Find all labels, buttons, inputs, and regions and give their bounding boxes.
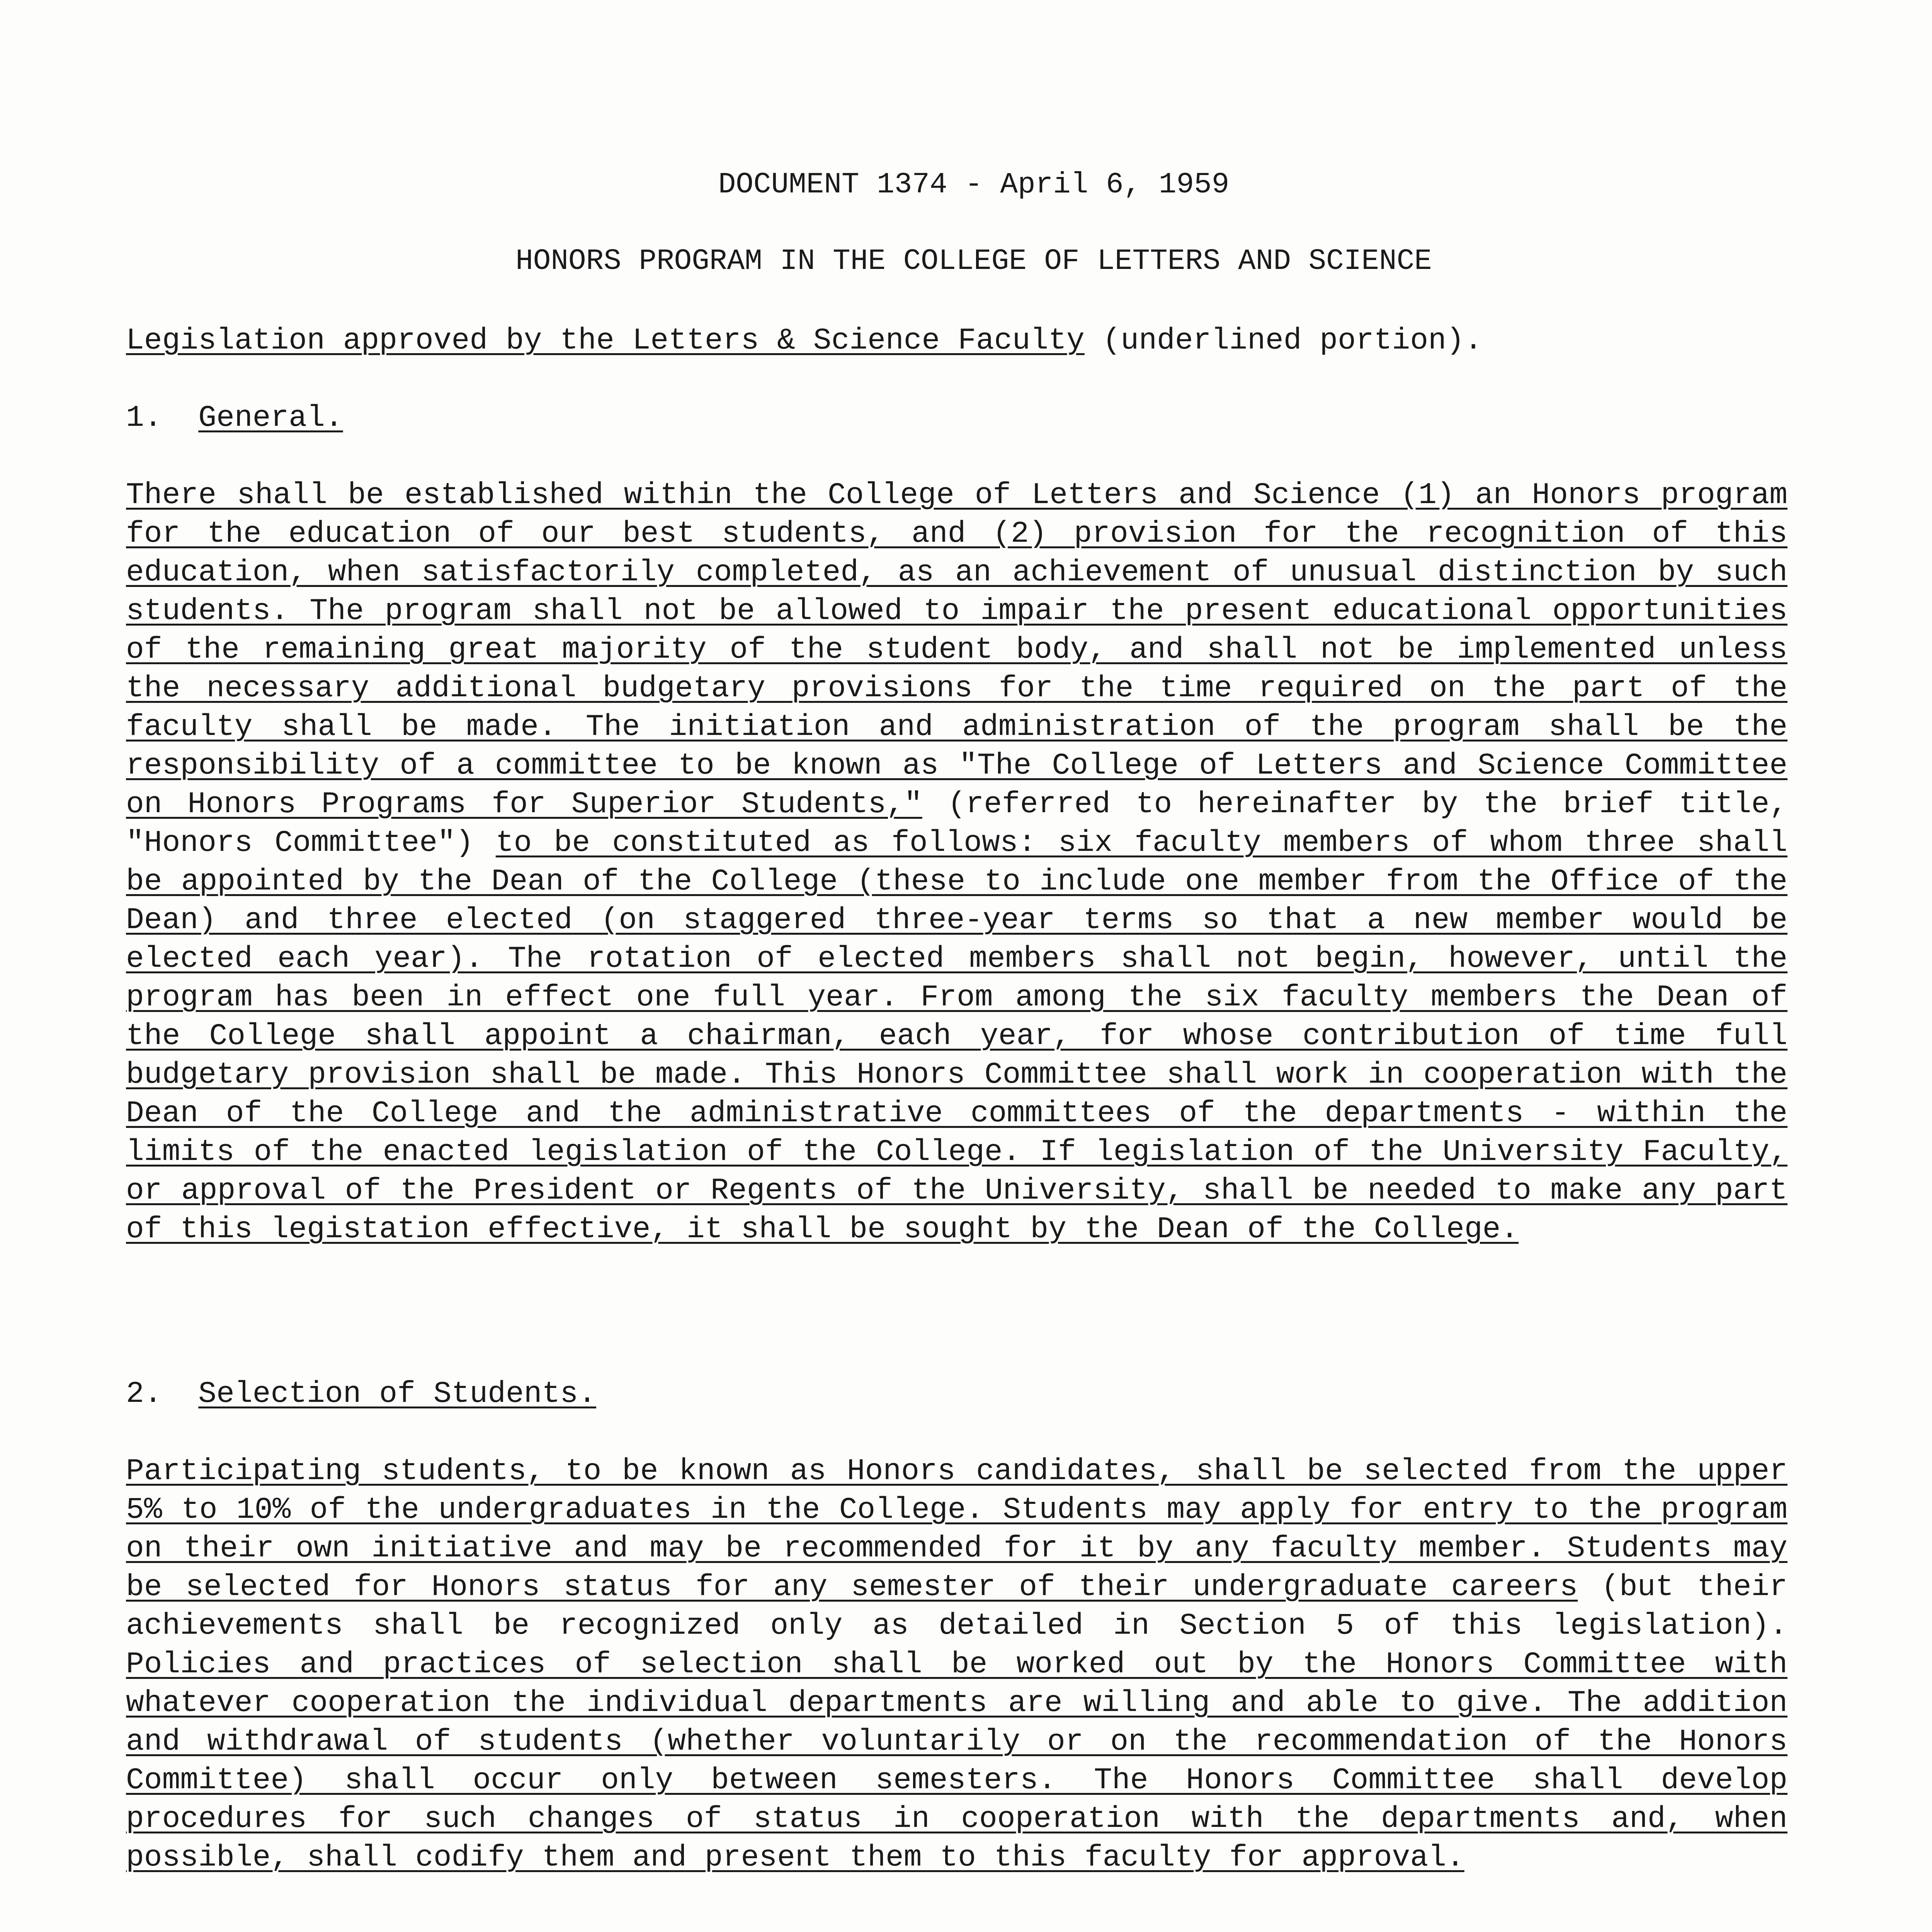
approval-note-plain: (underlined portion). <box>1084 324 1483 358</box>
section-1-number: 1. <box>126 401 162 435</box>
section-2-text-b-plain: (but their achievements shall be recognized only as detailed in Section 5 of this legislation). <box>126 1570 1788 1643</box>
section-1-text-b-plain: (referred to hereinafter by the brief title, "Honors Committee") <box>126 787 1788 860</box>
section-2-heading <box>126 1375 1787 1413</box>
section-1-text-b-underlined: to be constituted as follows: six faculty members of whom three shall be appointed by the Dean of the College (these to include one member from the Office of the Dean) and three elected (on staggered three-year terms so that a new member would be elected each year). The rotation of elected members shall not begin, however, until the program has been in effect one full year. From among the six faculty members the Dean of the College shall appoint a chairman, each year, for whose contribution of time full budgetary provision shall be made. This Honors Committee shall work in cooperation with the Dean of the College and the administrative committees of the departments - within the limits of the enacted legislation of the College. If legislation of the University Faculty, or approval of the President or Regents of the University, shall be needed to make any part of this legistation effective, it shall be sought by the Dean of the College. <box>126 826 1787 1247</box>
section-2-paragraph <box>126 1452 1787 1877</box>
section-1-title: General. <box>198 401 343 435</box>
section-2-text-a: Participating students, to be known as Honors candidates, shall be selected from the upper 5% to 10% of the undergraduates in the College. Students may apply for entry to the program on their own initiative and may be recommended for it by any faculty member. Students may be selected for Honors status for any semester of their undergraduate careers <box>126 1454 1787 1604</box>
document-title: HONORS PROGRAM IN THE COLLEGE OF LETTERS AND SCIENCE <box>515 245 1432 278</box>
section-1-paragraph <box>126 476 1787 1249</box>
section-2-number: 2. <box>126 1377 162 1411</box>
document-number: DOCUMENT 1374 - April 6, 1959 <box>718 168 1230 201</box>
section-2-text-c: Policies and practices of selection shall be worked out by the Honors Committee with whatever cooperation the individual departments are willing and able to give. The addition and withdrawal of students (whether voluntarily or on the recommendation of the Honors Committee) shall occur only between semesters. The Honors Committee shall develop procedures for such changes of status in cooperation with the departments and, when possible, shall codify them and present them to this faculty for approval. <box>126 1648 1787 1875</box>
approval-note <box>126 321 1787 360</box>
section-1-text-a: There shall be established within the College of Letters and Science (1) an Honors program for the education of our best students, and (2) provision for the recognition of this education, when satisfactorily completed, as an achievement of unusual distinction by such students. The program shall not be allowed to impair the present educational opportunities of the remaining great majority of the student body, and shall not be implemented unless the necessary additional budgetary provisions for the time required on the part of the faculty shall be made. The initiation and administration of the program shall be the responsibility of a committee to be known as "The College of Letters and Science Committee on Honors Programs for Superior Students," <box>126 478 1787 821</box>
section-1-heading <box>126 399 1787 437</box>
approval-note-underlined: Legislation approved by the Letters & Science Faculty <box>126 324 1085 358</box>
section-2-title: Selection of Students. <box>198 1377 597 1411</box>
